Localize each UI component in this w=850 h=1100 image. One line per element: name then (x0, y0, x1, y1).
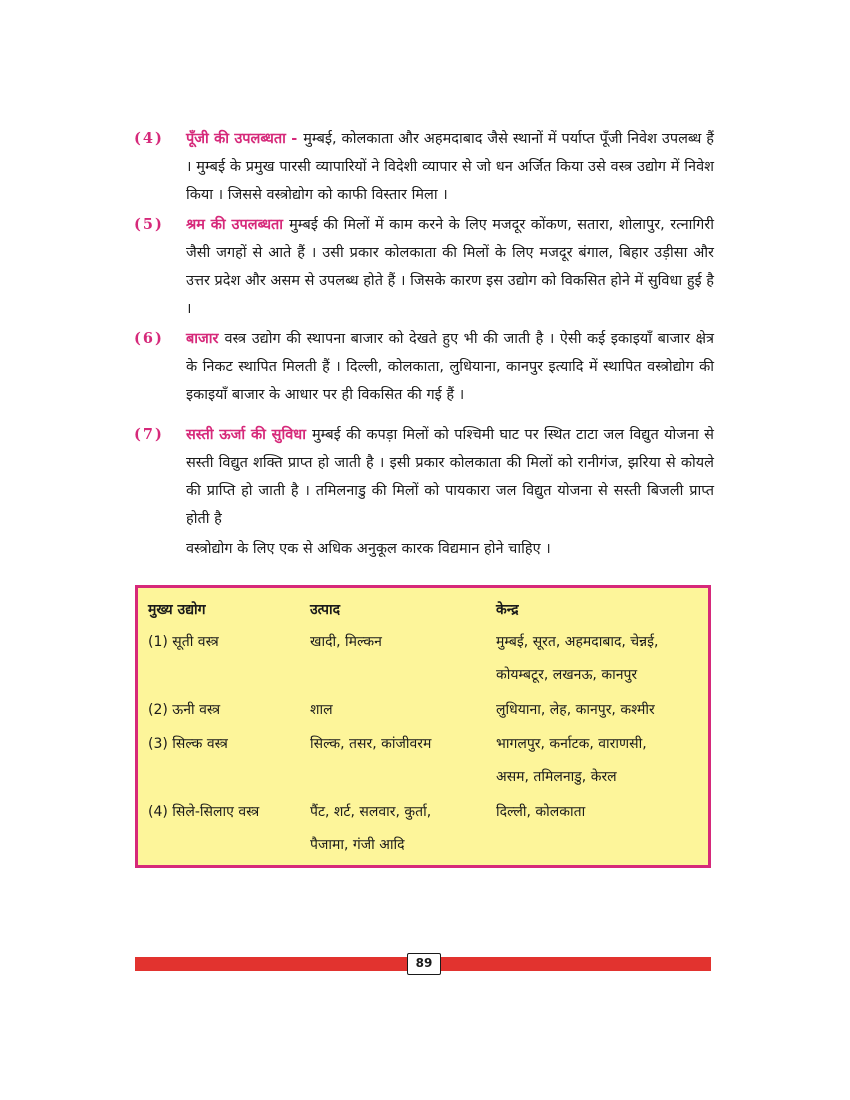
paragraph-heading: पूँजी की उपलब्धता - (186, 131, 298, 147)
column-header-product: उत्पाद (310, 602, 341, 618)
column-header-centres: केन्द्र (496, 602, 519, 618)
item-number: (5) (134, 216, 164, 233)
paragraph-market (134, 325, 714, 409)
industry-table (135, 585, 711, 868)
item-number: (4) (134, 130, 164, 147)
table-cell-product: सिल्क, तसर, कांजीवरम (310, 736, 432, 752)
table-cell-industry: (4) सिले-सिलाए वस्त्र (148, 804, 260, 820)
table-cell-industry: (3) सिल्क वस्त्र (148, 736, 228, 752)
table-cell-industry: (2) ऊनी वस्त्र (148, 702, 221, 718)
paragraph-cheap-energy (134, 421, 714, 533)
table-cell-centres: मुम्बई, सूरत, अहमदाबाद, चेन्नई, (496, 634, 659, 650)
table-cell-product: खादी, मिल्कन (310, 634, 382, 650)
paragraph-text: वस्त्र उद्योग की स्थापना बाजार को देखते हुए भी की जाती है । ऐसी कई इकाइयाँ बाजार क्षेत्र के निकट स्थापित मिलती हैं । दिल्ली, कोलकाता, लुधियाना, कानपुर इत्यादि में स्थापित वस्त्रोद्योग की इकाइयाँ बाजार के आधार पर ही विकसित की गई हैं । (186, 331, 714, 403)
paragraph-heading: सस्ती ऊर्जा की सुविधा (186, 427, 306, 443)
paragraph-heading: श्रम की उपलब्धता (186, 217, 284, 233)
paragraph-capital-availability (134, 125, 714, 209)
closing-statement: वस्त्रोद्योग के लिए एक से अधिक अनुकूल कारक विद्यमान होने चाहिए । (186, 541, 551, 557)
page-number: 89 (407, 953, 441, 975)
item-number: (6) (134, 330, 164, 347)
table-cell-product: पैंट, शर्ट, सलवार, कुर्ता, (310, 804, 432, 820)
paragraph-labour-availability (134, 211, 714, 323)
table-cell-centres: असम, तमिलनाडु, केरल (496, 769, 617, 785)
table-cell-centres: कोयम्बटूर, लखनऊ, कानपुर (496, 667, 638, 683)
table-cell-centres: दिल्ली, कोलकाता (496, 804, 586, 820)
table-cell-industry: (1) सूती वस्त्र (148, 634, 219, 650)
paragraph-text: मुम्बई की मिलों में काम करने के लिए मजदूर कोंकण, सतारा, शोलापुर, रत्नागिरी जैसी जगहों से आते हैं । उसी प्रकार कोलकाता की मिलों के लिए मजदूर बंगाल, बिहार उड़ीसा और उत्तर प्रदेश और असम से उपलब्ध होते हैं । जिसके कारण इस उद्योग को विकसित होने में सुविधा हुई है । (186, 217, 714, 317)
item-number: (7) (134, 426, 164, 443)
table-cell-product: शाल (310, 702, 333, 718)
paragraph-text: मुम्बई, कोलकाता और अहमदाबाद जैसे स्थानों में पर्याप्त पूँजी निवेश उपलब्ध हैं । मुम्बई के प्रमुख पारसी व्यापारियों ने विदेशी व्यापार से जो धन अर्जित किया उसे वस्त्र उद्योग में निवेश किया । जिससे वस्त्रोद्योग को काफी विस्तार मिला । (186, 131, 714, 203)
paragraph-heading: बाजार (186, 331, 219, 347)
paragraph-text: मुम्बई की कपड़ा मिलों को पश्चिमी घाट पर स्थित टाटा जल विद्युत योजना से सस्ती विद्युत शक्ति प्राप्त हो जाती है । इसी प्रकार कोलकाता की मिलों को रानीगंज, झरिया से कोयले की प्राप्ति हो जाती है । तमिलनाडु की मिलों को पायकारा जल विद्युत योजना से सस्ती बिजली प्राप्त होती है (186, 427, 714, 527)
table-cell-product: पैजामा, गंजी आदि (310, 837, 405, 853)
column-header-industry: मुख्य उद्योग (148, 602, 206, 618)
table-cell-centres: लुधियाना, लेह, कानपुर, कश्मीर (496, 702, 655, 718)
table-cell-centres: भागलपुर, कर्नाटक, वाराणसी, (496, 736, 647, 752)
